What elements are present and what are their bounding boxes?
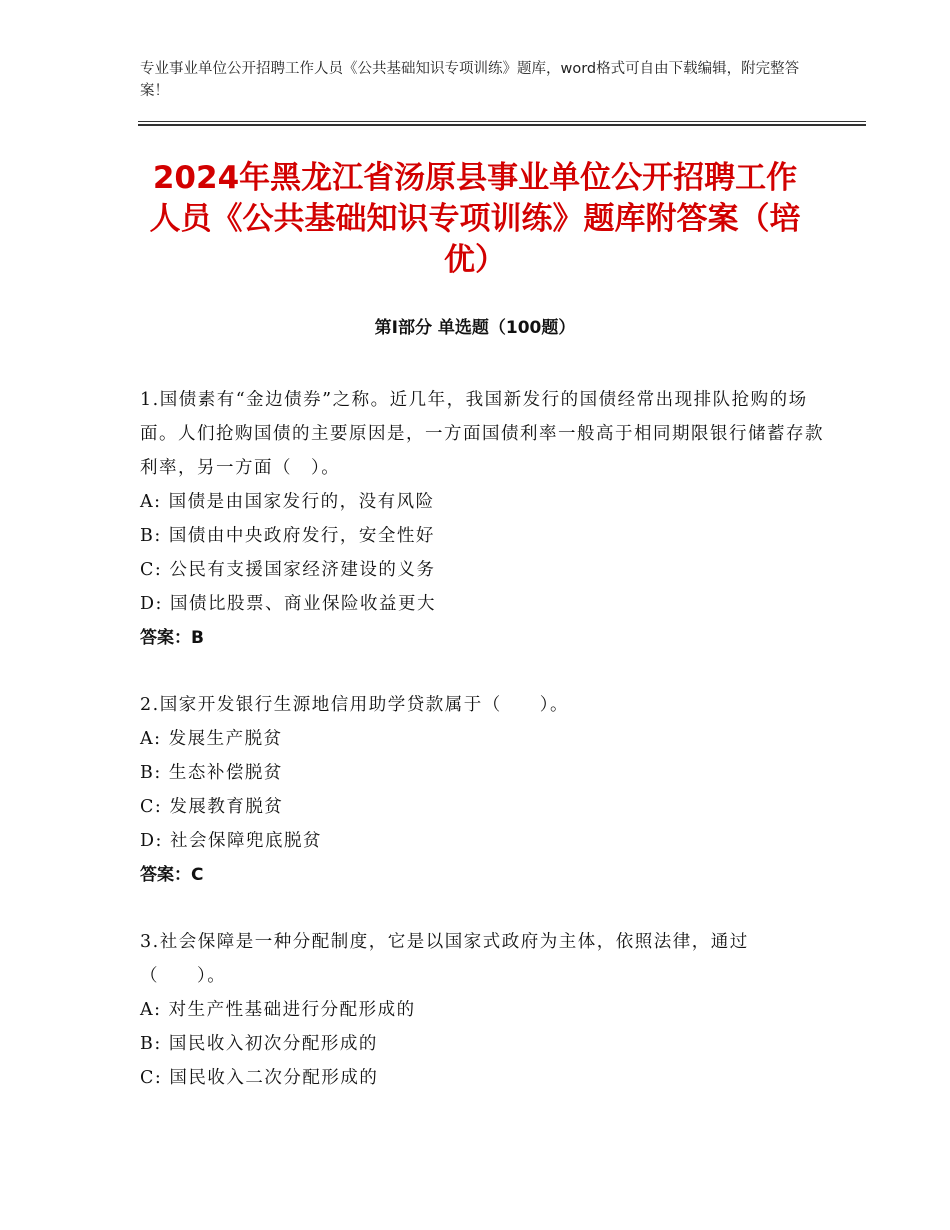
- option-c: C: 公民有支援国家经济建设的义务: [140, 560, 436, 580]
- question-list: [140, 383, 830, 1128]
- header-note: 专业事业单位公开招聘工作人员《公共基础知识专项训练》题库，word格式可自由下载编辑，附完整答案！: [140, 61, 800, 99]
- question-2: [140, 688, 830, 892]
- option-a: A: 对生产性基础进行分配形成的: [140, 1000, 416, 1020]
- question-stem: 3.社会保障是一种分配制度，它是以国家式政府为主体，依照法律，通过（ ）。: [140, 932, 749, 986]
- question-1: [140, 383, 830, 655]
- option-a: A: 发展生产脱贫: [140, 729, 283, 749]
- option-b: B: 生态补偿脱贫: [140, 763, 283, 783]
- option-c: C: 国民收入二次分配形成的: [140, 1068, 379, 1088]
- answer: 答案：B: [140, 628, 204, 648]
- question-stem: 1.国债素有“金边债券”之称。近几年，我国新发行的国债经常出现排队抢购的场面。人们抢购国债的主要原因是，一方面国债利率一般高于相同期限银行储蓄存款利率，另一方面（ ）。: [140, 390, 824, 478]
- document-title: 2024年黑龙江省汤原县事业单位公开招聘工作人员《公共基础知识专项训练》题库附答案（培优）: [149, 160, 801, 278]
- header-divider: [138, 121, 866, 126]
- question-3: [140, 925, 830, 1095]
- answer: 答案：C: [140, 865, 204, 885]
- option-d: D: 社会保障兜底脱贫: [140, 831, 322, 851]
- question-stem: 2.国家开发银行生源地信用助学贷款属于（ ）。: [140, 695, 569, 715]
- option-d: D: 国债比股票、商业保险收益更大: [140, 594, 436, 614]
- option-b: B: 国民收入初次分配形成的: [140, 1034, 378, 1054]
- option-c: C: 发展教育脱贫: [140, 797, 284, 817]
- option-b: B: 国债由中央政府发行，安全性好: [140, 526, 435, 546]
- section-title: 第Ⅰ部分 单选题（100题）: [374, 318, 576, 338]
- option-a: A: 国债是由国家发行的，没有风险: [140, 492, 435, 512]
